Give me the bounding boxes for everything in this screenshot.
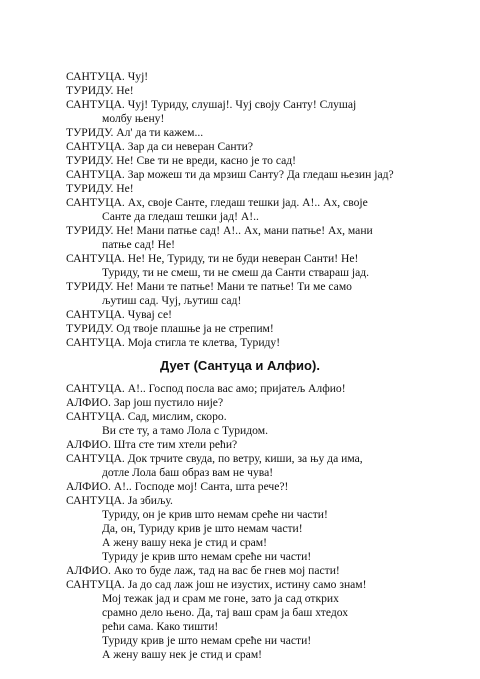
dialogue-line: АЛФИО. Ако то буде лаж, тад на вас бе гнев мој пасти! (66, 564, 340, 577)
dialogue-line: САНТУЦА. Ах, своје Санте, гледаш тешки јад. А!.. Ах, своје (66, 196, 368, 209)
dialogue-line: ТУРИДУ. Не! (66, 182, 134, 195)
dialogue-line: АЛФИО. Зар још пустило није? (66, 396, 224, 409)
dialogue-line: молбу њену! (102, 112, 165, 125)
dialogue-line: САНТУЦА. Зар можеш ти да мрзиш Санту? Да гледаш њезин јад? (66, 168, 394, 181)
dialogue-line: А жену вашу нек је стид и срам! (102, 648, 263, 661)
dialogue-line: САНТУЦА. А!.. Господ посла вас амо; пријатељ Алфио! (66, 382, 346, 395)
dialogue-line: Ви сте ту, а тамо Лола с Туридом. (102, 424, 268, 437)
dialogue-line: ТУРИДУ. Од твоје плашње ја не стрепим! (66, 322, 274, 335)
dialogue-line: АЛФИО. Шта сте тим хтели рећи? (66, 438, 238, 451)
dialogue-line: дотле Лола баш образ вам не чува! (102, 466, 274, 479)
dialogue-line: САНТУЦА. Моја стигла те клетва, Туриду! (66, 336, 281, 349)
dialogue-line: Туриду, он је крив што немам среће ни части! (102, 508, 328, 521)
dialogue-line: Туриду крив је што немам среће ни части! (102, 634, 312, 647)
dialogue-line: САНТУЦА. Ја збиљу. (66, 494, 173, 507)
dialogue-line: САНТУЦА. Док трчите свуда, по ветру, киши, за њу да има, (66, 452, 363, 465)
dialogue-line: ТУРИДУ. Не! (66, 84, 134, 97)
dialogue-line: ТУРИДУ. Ал' да ти кажем... (66, 126, 204, 139)
dialogue-line: САНТУЦА. Не! Не, Туриду, ти не буди неверан Санти! Не! (66, 252, 359, 265)
dialogue-line: А жену вашу нека је стид и срам! (102, 536, 267, 549)
dialogue-line: срамно дело њено. Да, тај ваш срам ја баш хтедох (102, 606, 349, 619)
dialogue-line: ТУРИДУ. Не! Мани патње сад! А!.. Ах, мани патње! Ах, мани (66, 224, 373, 237)
dialogue-line: САНТУЦА. Ја до сад лаж још не изустих, истину само знам! (66, 578, 367, 591)
dialogue-line: САНТУЦА. Чуј! Туриду, слушај!. Чуј своју Санту! Слушај (66, 98, 357, 111)
dialogue-line: ТУРИДУ. Не! Све ти не вреди, касно је то сад! (66, 154, 297, 167)
dialogue-line: рећи сама. Како тишти! (102, 620, 219, 633)
dialogue-line: САНТУЦА. Чуј! (66, 70, 149, 83)
dialogue-line: Санте да гледаш тешки јад! А!.. (102, 210, 259, 223)
dialogue-line: Туриду, ти не смеш, ти не смеш да Санти ствараш јад. (102, 266, 370, 279)
section-heading: Дует (Сантуца и Алфио). (160, 358, 320, 373)
dialogue-line: САНТУЦА. Сад, мислим, скоро. (66, 410, 227, 423)
dialogue-line: АЛФИО. А!.. Господе мој! Санта, шта рече?! (66, 480, 289, 493)
dialogue-line: Туриду је крив што немам среће ни части! (102, 550, 312, 563)
dialogue-line: Мој тежак јад и срам ме гоне, зато ја сад открих (102, 592, 339, 605)
dialogue-line: Да, он, Туриду крив је што немам части! (102, 522, 303, 535)
dialogue-line: љутиш сад. Чуј, љутиш сад! (102, 294, 242, 307)
dialogue-line: САНТУЦА. Чувај се! (66, 308, 172, 321)
dialogue-line: САНТУЦА. Зар да си неверан Санти? (66, 140, 254, 153)
dialogue-line: ТУРИДУ. Не! Мани те патње! Мани те патње! Ти ме само (66, 280, 352, 293)
dialogue-line: патње сад! Не! (102, 238, 176, 251)
